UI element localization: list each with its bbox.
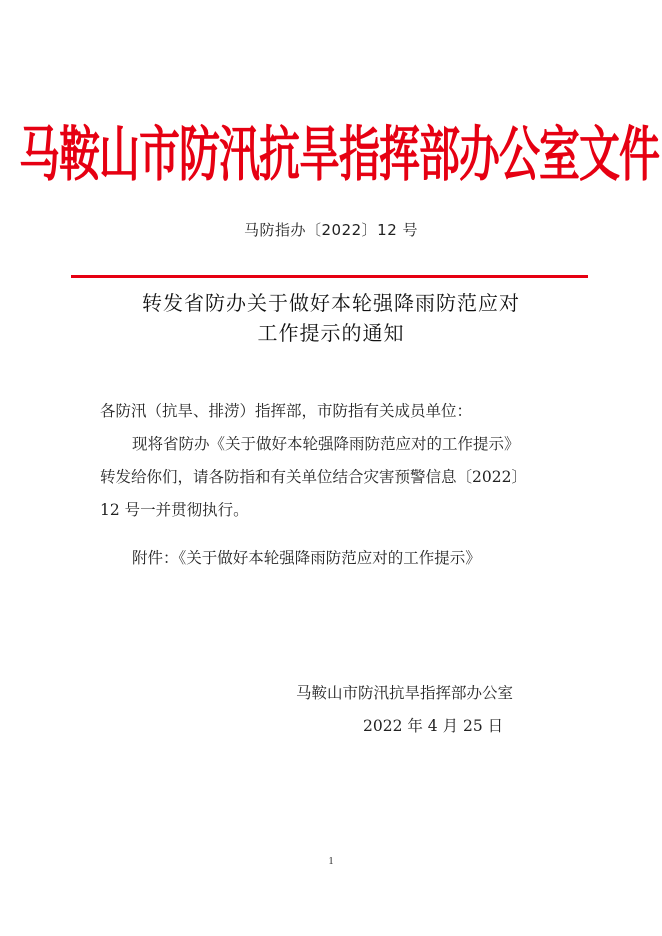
issuer-signature: 马鞍山市防汛抗旱指挥部办公室 — [296, 684, 514, 702]
notice-title-line-2: 工作提示的通知 — [257, 321, 405, 345]
body-paragraph-line: 12 号一并贯彻执行。 — [100, 501, 249, 519]
body-paragraph-line: 现将省防办《关于做好本轮强降雨防范应对的工作提示》 — [132, 435, 520, 453]
document-header-title: 马鞍山市防汛抗旱指挥部办公室文件 — [19, 119, 659, 189]
document-number: 马防指办〔2022〕12 号 — [243, 221, 419, 239]
red-divider-line — [71, 275, 588, 278]
attachment-reference: 附件：《关于做好本轮强降雨防范应对的工作提示》 — [132, 549, 481, 567]
issue-date: 2022 年 4 月 25 日 — [363, 717, 504, 735]
notice-title-line-1: 转发省防办关于做好本轮强降雨防范应对 — [142, 291, 520, 315]
salutation: 各防汛（抗旱、排涝）指挥部，市防指有关成员单位： — [100, 402, 473, 420]
body-paragraph-line: 转发给你们，请各防指和有关单位结合灾害预警信息〔2022〕 — [100, 468, 527, 486]
page-number: 1 — [328, 856, 334, 867]
